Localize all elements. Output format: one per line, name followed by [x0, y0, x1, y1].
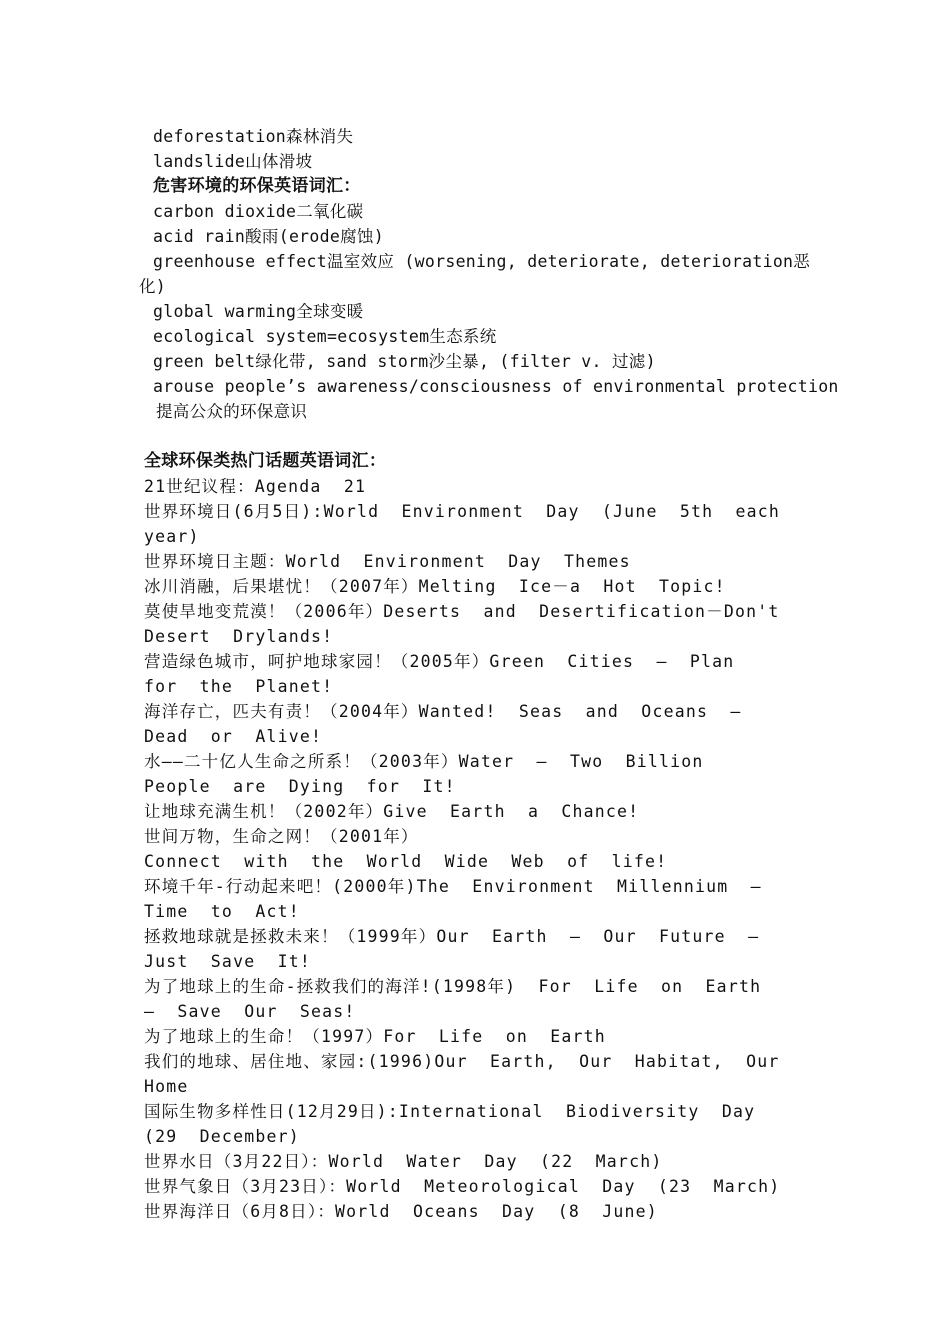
- text-line: Time to Act!: [144, 902, 300, 921]
- text-line: 水——二十亿人生命之所系！（2003年）Water – Two Billion: [144, 752, 704, 771]
- text-line: 21世纪议程：Agenda 21: [144, 477, 367, 496]
- text-line: 营造绿色城市，呵护地球家园！（2005年）Green Cities – Plan: [144, 652, 735, 671]
- text-line: ecological system=ecosystem生态系统: [153, 327, 497, 346]
- text-line: Connect with the World Wide Web of life!: [144, 852, 668, 871]
- text-line: 我们的地球、居住地、家园:(1996)Our Earth, Our Habitat, Our: [144, 1052, 780, 1071]
- text-line: 莫使旱地变荒漠！（2006年）Deserts and Desertification－Don't: [144, 602, 780, 621]
- text-line: 冰川消融，后果堪忧！（2007年）Melting Ice－a Hot Topic!: [144, 577, 726, 596]
- text-line: 为了地球上的生命-拯救我们的海洋!(1998年) For Life on Earth: [144, 977, 762, 996]
- text-line: green belt绿化带, sand storm沙尘暴, (filter v. 过滤): [153, 352, 656, 371]
- text-line: 世界环境日主题：World Environment Day Themes: [144, 552, 631, 571]
- text-line: 世界气象日（3月23日）：World Meteorological Day (23 March): [144, 1177, 781, 1196]
- text-line: 环境千年-行动起来吧！(2000年)The Environment Millennium –: [144, 877, 762, 896]
- text-line: deforestation森林消失: [153, 127, 354, 146]
- text-line: greenhouse effect温室效应 (worsening, deteriorate, deterioration恶: [153, 252, 811, 271]
- text-line: acid rain酸雨(erode腐蚀): [153, 227, 384, 246]
- text-line: 为了地球上的生命！（1997）For Life on Earth: [144, 1027, 606, 1046]
- text-line: (29 December): [144, 1127, 300, 1146]
- text-line: global warming全球变暖: [153, 302, 364, 321]
- text-line: 拯救地球就是拯救未来！（1999年）Our Earth – Our Future –: [144, 927, 760, 946]
- text-line: 海洋存亡，匹夫有责！（2004年）Wanted! Seas and Oceans –: [144, 702, 742, 721]
- text-line: 国际生物多样性日(12月29日):International Biodiversity Day: [144, 1102, 756, 1121]
- text-line: landslide山体滑坡: [153, 152, 313, 171]
- text-line: 世界环境日(6月5日):World Environment Day (June 5th each: [144, 502, 781, 521]
- text-line: Desert Drylands!: [144, 627, 334, 646]
- section-heading: 危害环境的环保英语词汇：: [153, 176, 361, 196]
- text-line: arouse people’s awareness/consciousness of environmental protection: [153, 377, 839, 396]
- text-line: 世间万物，生命之网！（2001年）: [144, 827, 419, 846]
- text-line: 提高公众的环保意识: [156, 402, 308, 421]
- text-line: – Save Our Seas!: [144, 1002, 356, 1021]
- section-heading: 全球环保类热门话题英语词汇：: [144, 451, 387, 471]
- text-line: Just Save It!: [144, 952, 312, 971]
- text-line: Dead or Alive!: [144, 727, 323, 746]
- text-line: 让地球充满生机！（2002年）Give Earth a Chance!: [144, 802, 640, 821]
- text-line: for the Planet!: [144, 677, 334, 696]
- text-line: People are Dying for It!: [144, 777, 456, 796]
- text-line: 世界海洋日（6月8日）：World Oceans Day (8 June): [144, 1202, 658, 1221]
- text-line: 化): [139, 277, 167, 296]
- text-line: year): [144, 527, 200, 546]
- text-line: 世界水日（3月22日）：World Water Day (22 March): [144, 1152, 663, 1171]
- text-line: carbon dioxide二氧化碳: [153, 202, 364, 221]
- text-line: Home: [144, 1077, 189, 1096]
